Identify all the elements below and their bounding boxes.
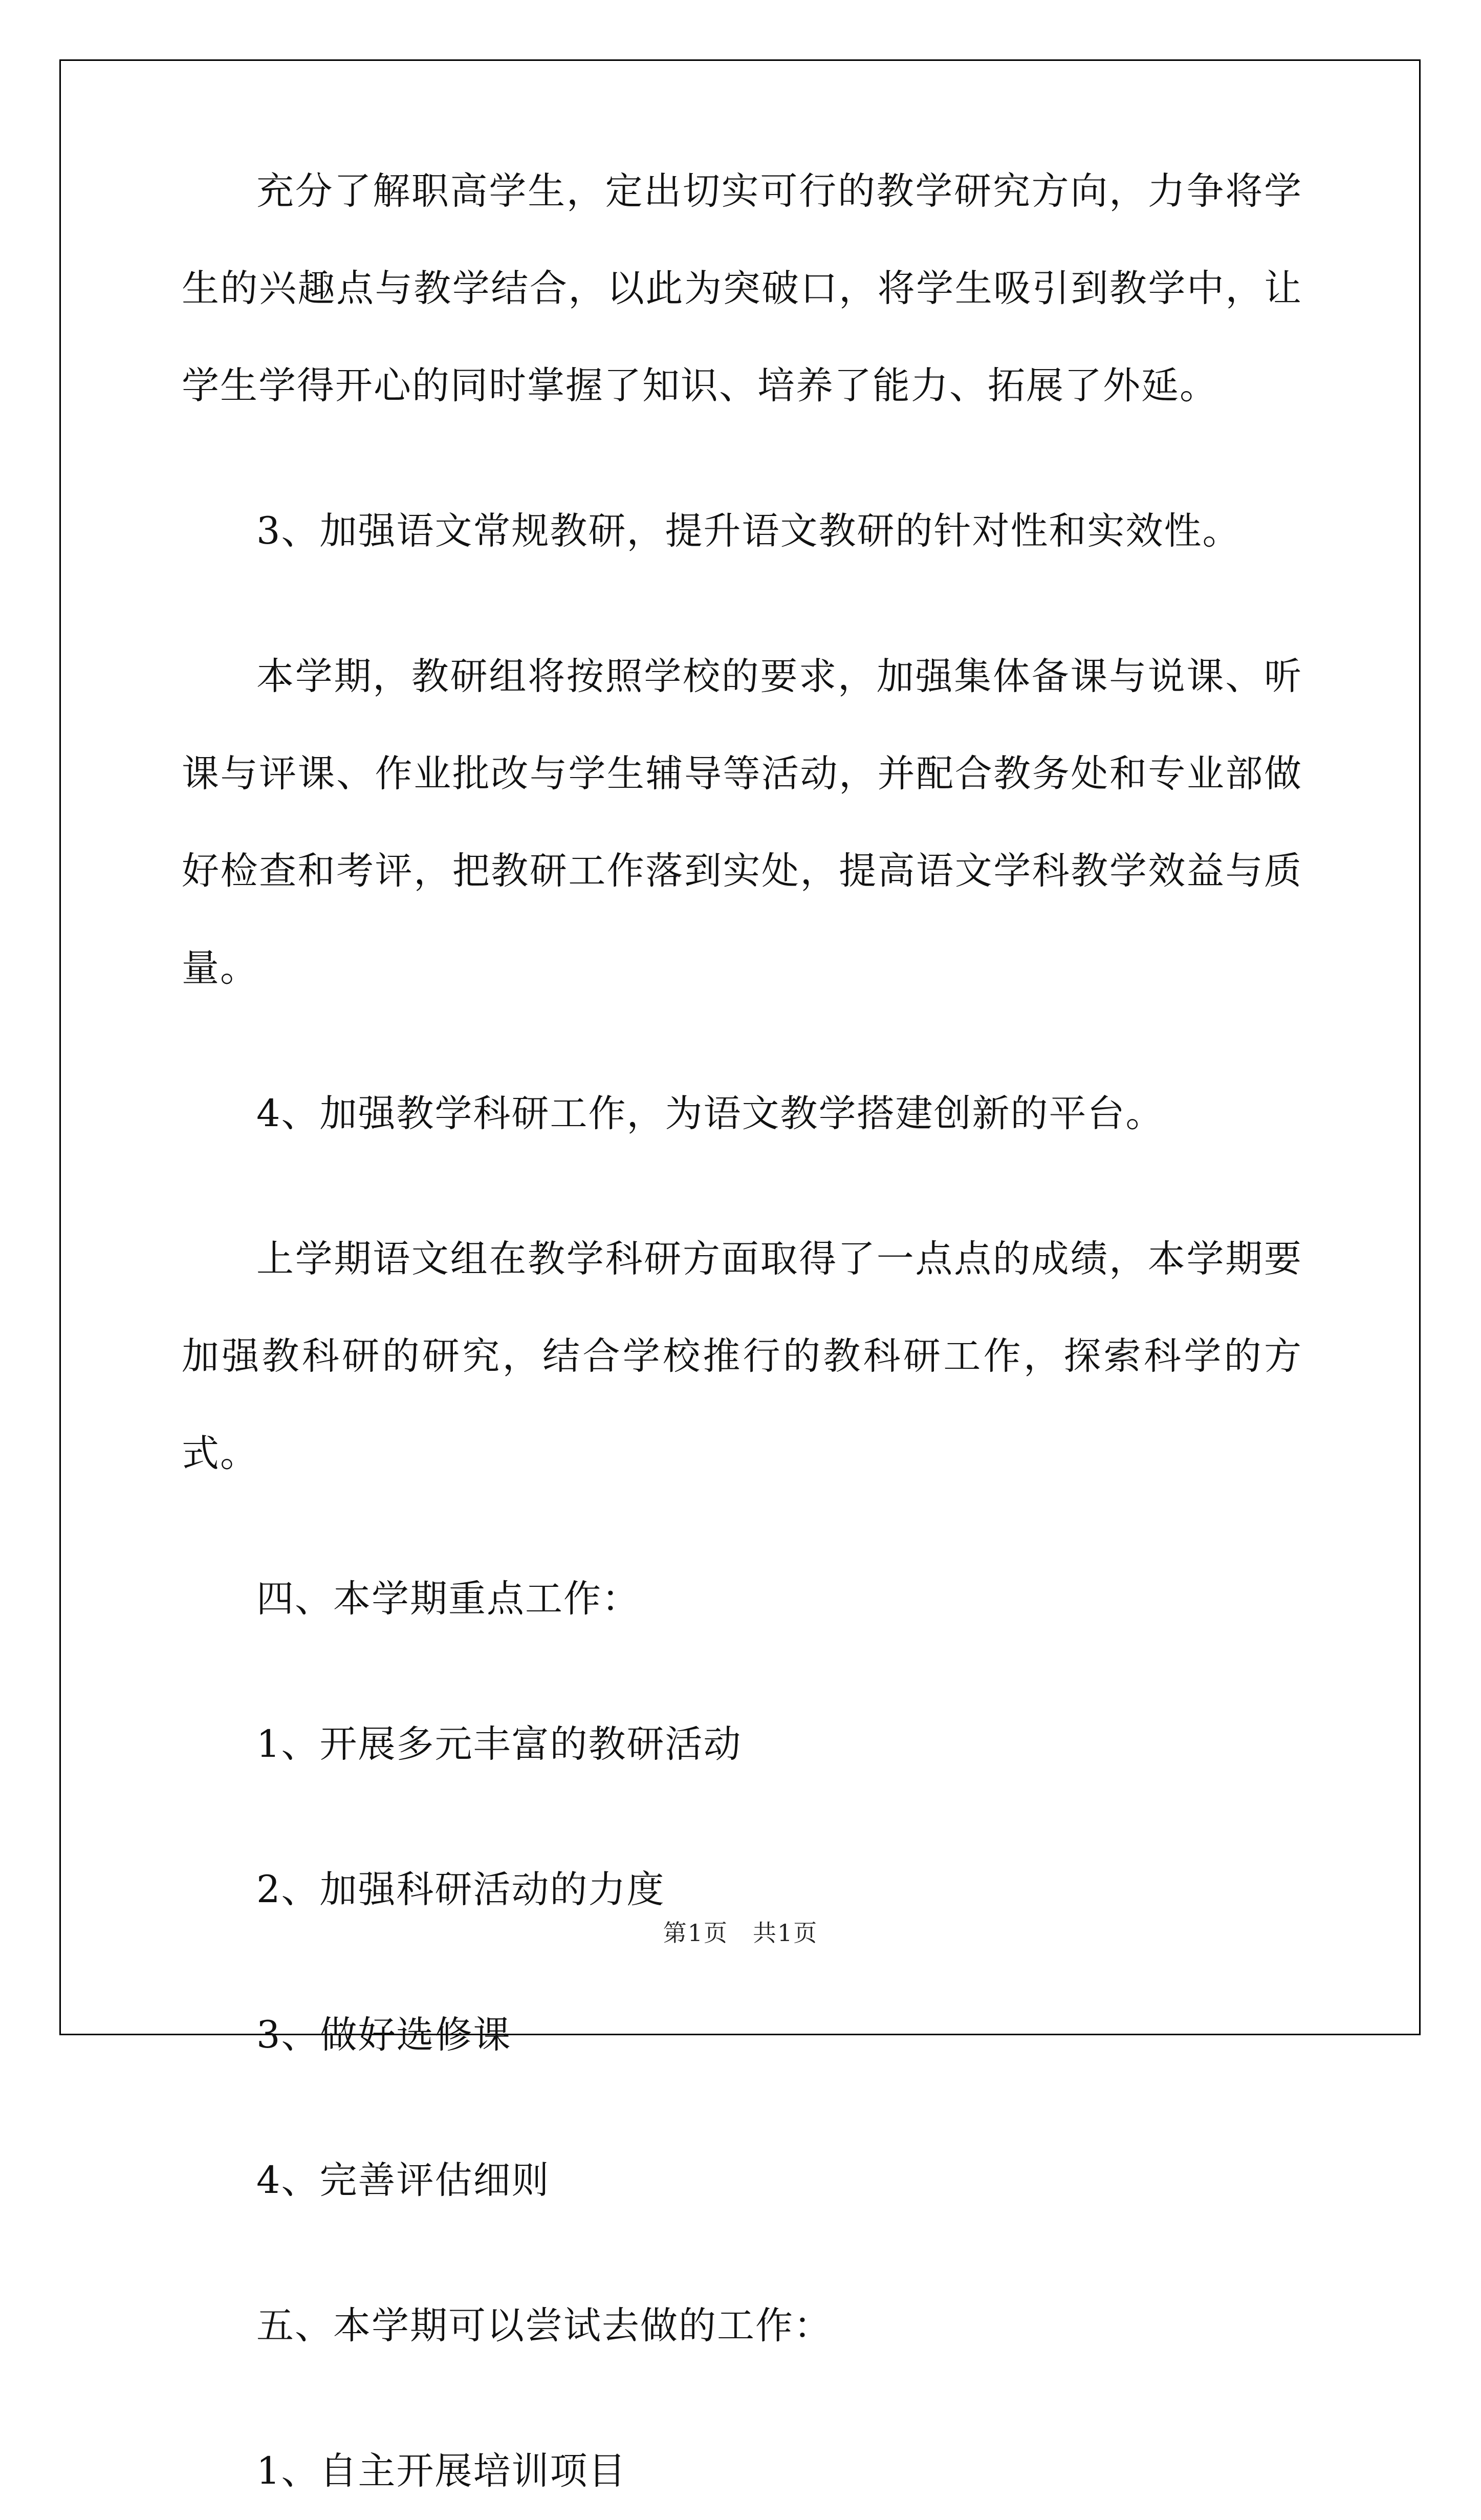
- paragraph: 3、加强语文常规教研，提升语文教研的针对性和实效性。: [256, 509, 1241, 553]
- paragraph: 4、加强教学科研工作，为语文教学搭建创新的平台。: [256, 1092, 1164, 1135]
- list-item: 3、做好选修课: [256, 2013, 512, 2057]
- list-item: 4、完善评估细则: [256, 2159, 550, 2202]
- list-item: 1、开展多元丰富的教研活动: [256, 1722, 742, 1766]
- list-item: 1、自主开展培训项目: [256, 2449, 627, 2493]
- section-heading: 四、本学期重点工作：: [256, 1577, 640, 1621]
- paragraph: 本学期，教研组将按照学校的要求，加强集体备课与说课、听课与评课、作业批改与学生辅导等活动，并配合教务处和专业部做好检查和考评，把教研工作落到实处，提高语文学科教学效益与质量。: [182, 655, 1302, 990]
- section-heading: 五、本学期可以尝试去做的工作：: [256, 2304, 832, 2347]
- paragraph: 充分了解职高学生，定出切实可行的教学研究方向，力争将学生的兴趣点与教学结合，以此为突破口，将学生吸引到教学中，让学生学得开心的同时掌握了知识、培养了能力、拓展了外延。: [182, 169, 1302, 407]
- paragraph: 上学期语文组在教学科研方面取得了一点点的成绩，本学期要加强教科研的研究，结合学校推行的教科研工作，探索科学的方式。: [182, 1237, 1302, 1475]
- list-item: 2、加强科研活动的力度: [256, 1868, 665, 1911]
- document-body: [182, 169, 1302, 2520]
- page-number-footer: 第1页 共1页: [663, 1919, 818, 1947]
